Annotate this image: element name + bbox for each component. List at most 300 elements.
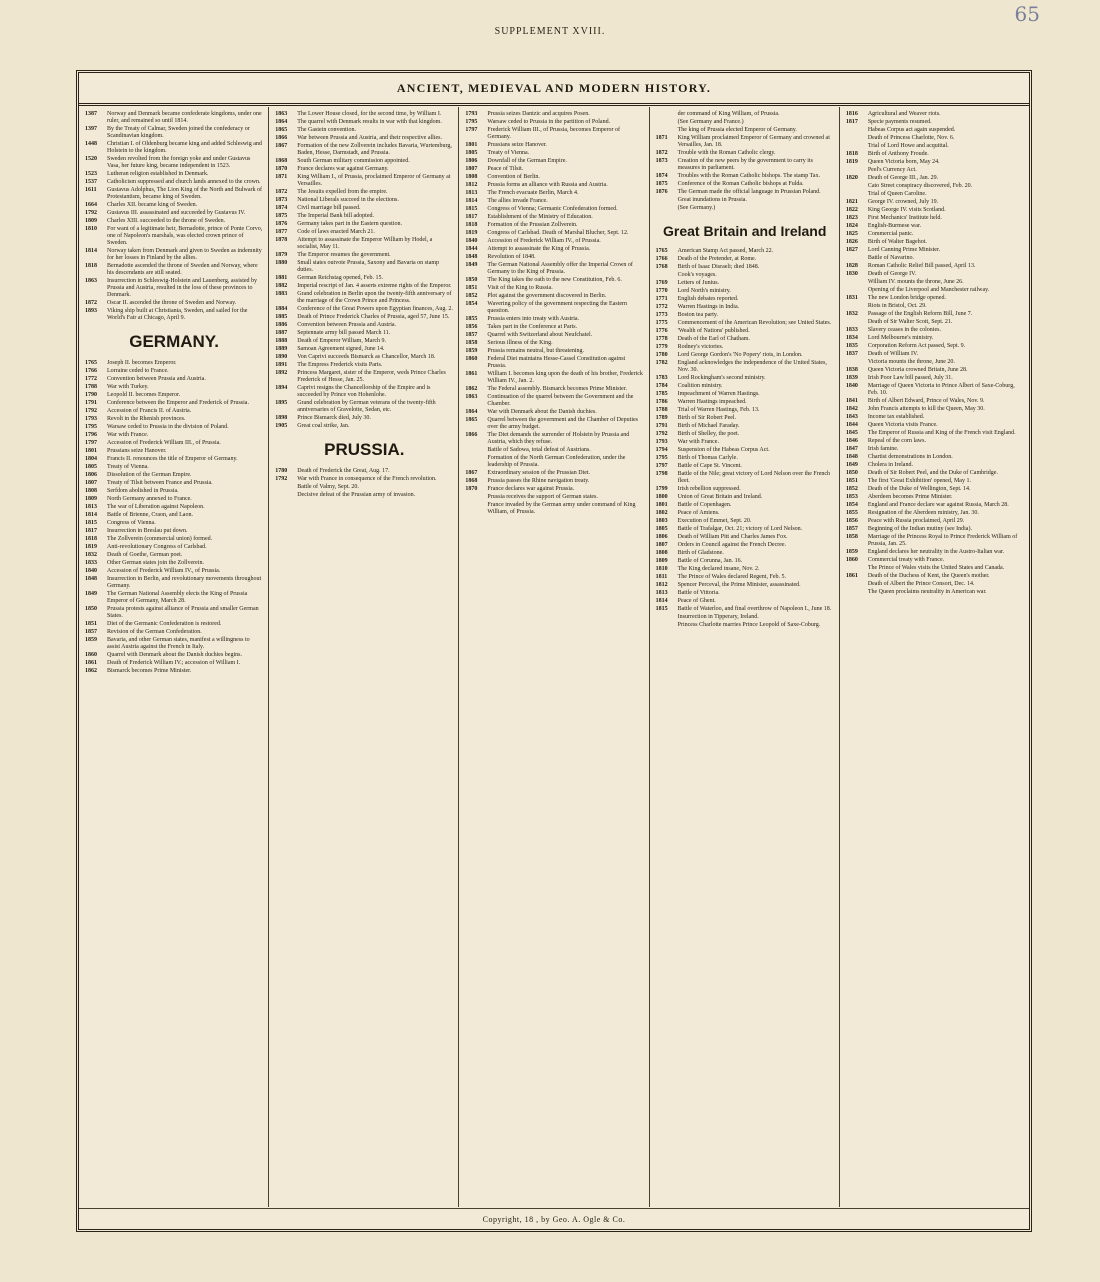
- entry-text: Takes part in the Conference at Paris.: [487, 324, 578, 330]
- history-entry: [85, 416, 263, 423]
- entry-year: 1824: [845, 223, 858, 229]
- entry-year: 1860: [85, 652, 97, 658]
- entry-text: Prussia protests against alliance of Prussia and smaller German States.: [107, 606, 259, 619]
- entry-year: 1827: [845, 247, 858, 253]
- entry-year: 1864: [275, 119, 288, 125]
- entry-year: 1873: [655, 158, 668, 164]
- history-entry: [846, 119, 1024, 126]
- history-entry: [846, 526, 1024, 533]
- history-entry: [85, 606, 263, 620]
- entry-year: 1798: [655, 471, 668, 477]
- history-entry: [656, 248, 834, 255]
- entry-year: 1875: [655, 181, 668, 187]
- entry-year: 1864: [465, 409, 478, 415]
- entry-text: Slavery ceases in the colonies.: [867, 327, 941, 333]
- history-entry: [656, 590, 834, 597]
- history-entry: [846, 335, 1024, 342]
- entry-year: 1876: [275, 221, 288, 227]
- entry-year: 1770: [655, 288, 668, 294]
- entry-year: 1795: [655, 455, 668, 461]
- entry-year: 1806: [655, 534, 668, 540]
- entry-text: Gustavus Adolphus, The Lion King of the North and Bulwark of Protestantism, became king of Sweden.: [107, 187, 263, 200]
- entry-text: Death of William IV.: [867, 351, 919, 357]
- history-entry: [465, 486, 643, 493]
- entry-text: Lord Canning Prime Minister.: [867, 247, 941, 253]
- history-entry: [465, 455, 643, 469]
- entry-text: Birth of Albert Edward, Prince of Wales, Nov. 9.: [867, 398, 985, 404]
- entry-year: 1876: [655, 189, 668, 195]
- entry-text: Serfdom abolished in Prussia.: [107, 488, 179, 494]
- history-entry: [656, 598, 834, 605]
- entry-year: 1856: [465, 324, 478, 330]
- entry-year: 1839: [845, 375, 858, 381]
- entry-text: Visit of the King to Russia.: [487, 285, 553, 291]
- entry-text: Diet of the Germanic Confederation is restored.: [107, 621, 222, 627]
- entry-year: 1806: [465, 158, 478, 164]
- history-entry: [85, 621, 263, 628]
- history-entry: [465, 293, 643, 300]
- entry-text: The Prince of Wales declared Regent, Feb. 5.: [677, 574, 786, 580]
- entry-text: Gustavus III. assassinated and succeeded by Gustavus IV.: [107, 210, 246, 216]
- entry-text: Revolt in the Rhenish provinces.: [107, 416, 186, 422]
- entry-year: 1611: [85, 187, 97, 193]
- entry-year: 1848: [85, 576, 97, 582]
- entry-year: 1846: [845, 438, 858, 444]
- entry-text: Attempt to assassinate the King of Prussia.: [487, 246, 591, 252]
- entry-text: Congress of Vienna; Germanic Confederation formed.: [487, 206, 618, 212]
- entry-year: 1809: [655, 558, 668, 564]
- entry-year: 1844: [845, 422, 858, 428]
- entry-year: 1818: [85, 263, 97, 269]
- entry-text: Battle of Corunna, Jan. 16.: [677, 558, 743, 564]
- history-entry: [275, 354, 453, 361]
- entry-year: 1823: [845, 215, 858, 221]
- entry-year: 1863: [275, 111, 288, 117]
- entry-text: The Emperor of Russia and King of the French visit England.: [867, 430, 1016, 436]
- entry-text: Bavaria, and other German states, manifest a willingness to assist Austria against the French in Italy.: [107, 637, 250, 650]
- history-entry: [846, 231, 1024, 238]
- entry-year: 1807: [465, 166, 478, 172]
- entry-year: [846, 565, 868, 572]
- entry-year: 1884: [275, 306, 288, 312]
- history-entry: [465, 277, 643, 284]
- entry-text: Congress of Carlsbad. Death of Marshal Blucher, Sept. 12.: [487, 230, 629, 236]
- history-entry: [846, 398, 1024, 405]
- entry-year: 1874: [275, 205, 288, 211]
- entry-year: 1857: [85, 629, 97, 635]
- history-entry: [656, 510, 834, 517]
- history-entry: [846, 406, 1024, 413]
- entry-text: Death of the Pretender, at Rome.: [677, 256, 757, 262]
- entry-year: 1890: [275, 354, 288, 360]
- history-entry: [85, 528, 263, 535]
- entry-text: The first 'Great Exhibition' opened, May 1.: [867, 478, 971, 484]
- entry-text: Death of Sir Robert Peel, and the Duke of Cambridge.: [867, 470, 998, 476]
- entry-year: 1789: [655, 415, 668, 421]
- entry-year: 1898: [275, 415, 288, 421]
- entry-year: 1852: [465, 293, 478, 299]
- history-entry: [656, 296, 834, 303]
- entry-text: The Prince of Wales visits the United States and Canada.: [867, 565, 1005, 571]
- history-entry: [465, 174, 643, 181]
- history-entry: [85, 472, 263, 479]
- entry-text: National Liberals succeed in the elections.: [297, 197, 399, 203]
- entry-text: Francis II. renounces the title of Emperor of Germany.: [107, 456, 238, 462]
- entry-text: The French evacuate Berlin, March 4.: [487, 190, 579, 196]
- entry-year: 1866: [465, 432, 478, 438]
- history-entry: [656, 606, 834, 613]
- history-entry: [846, 255, 1024, 262]
- entry-year: 1847: [845, 446, 858, 452]
- history-entry: [465, 432, 643, 446]
- history-entry: [275, 484, 453, 491]
- section-heading: Great Britain and Ireland: [663, 223, 827, 239]
- history-entry: [85, 248, 263, 262]
- entry-text: Death of Goethe, German poet.: [107, 552, 183, 558]
- entry-year: 1865: [465, 417, 478, 423]
- entry-year: 1387: [85, 111, 97, 117]
- history-entry: [846, 279, 1024, 286]
- history-entry: [846, 557, 1024, 564]
- entry-text: Norway taken from Denmark and given to Sweden as indemnity for her losses in Finland by the allies.: [107, 248, 262, 261]
- history-entry: [465, 119, 643, 126]
- entry-year: 1838: [845, 367, 858, 373]
- entry-year: 1808: [655, 550, 668, 556]
- history-entry: [656, 264, 834, 271]
- entry-text: English-Burmese war.: [867, 223, 922, 229]
- entry-text: Birth of Shelley, the poet.: [677, 431, 740, 437]
- entry-year: 1792: [275, 476, 288, 482]
- entry-year: 1848: [845, 454, 858, 460]
- history-entry: [656, 158, 834, 172]
- entry-year: 1840: [845, 383, 858, 389]
- history-entry: [846, 343, 1024, 350]
- entry-text: Peace of Amiens.: [677, 510, 720, 516]
- history-entry: [656, 407, 834, 414]
- entry-year: [465, 447, 487, 454]
- entry-year: [846, 319, 868, 326]
- entry-text: Repeal of the corn laws.: [867, 438, 926, 444]
- entry-year: 1807: [85, 480, 97, 486]
- entry-year: 1851: [465, 285, 478, 291]
- entry-text: Establishment of the Ministry of Education.: [487, 214, 593, 220]
- entry-text: Battle of Valmy, Sept. 20.: [297, 484, 359, 490]
- entry-text: Prussia seizes Dantzic and acquires Posen.: [487, 111, 590, 117]
- entry-text: Lord George Gordon's 'No Popery' riots, in London.: [677, 352, 803, 358]
- entry-year: 1780: [655, 352, 668, 358]
- entry-year: 1880: [275, 260, 288, 266]
- entry-text: Corporation Reform Act passed, Sept. 9.: [867, 343, 966, 349]
- entry-text: France invaded by the German army under command of King William, of Prussia.: [487, 502, 636, 515]
- history-entry: [465, 198, 643, 205]
- entry-year: 1849: [845, 462, 858, 468]
- entry-text: Agricultural and Weaver riots.: [867, 111, 941, 117]
- entry-year: 1870: [275, 166, 288, 172]
- history-entry: [656, 135, 834, 149]
- history-entry: [846, 151, 1024, 158]
- entry-text: Death of Prince Frederick Charles of Prussia, aged 57, June 15.: [297, 314, 450, 320]
- history-entry: [85, 141, 263, 155]
- history-page-frame: [76, 70, 1032, 1232]
- entry-text: Conference of the Roman Catholic bishops at Fulda.: [677, 181, 804, 187]
- entry-text: Prince Bismarck died, July 30.: [297, 415, 371, 421]
- history-entry: [656, 127, 834, 134]
- column-4: [650, 107, 840, 1207]
- entry-text: William I. becomes king upon the death of his brother, Frederick William IV., Jan. 2.: [487, 371, 643, 384]
- history-entry: [846, 518, 1024, 525]
- entry-text: Small states outvote Prussia, Saxony and Bavaria on stamp duties.: [297, 260, 440, 273]
- history-entry: [465, 238, 643, 245]
- history-entry: [656, 205, 834, 212]
- history-entry: [275, 423, 453, 430]
- entry-year: 1793: [465, 111, 478, 117]
- history-entry: [846, 319, 1024, 326]
- column-1: [79, 107, 269, 1207]
- entry-text: Boston tea party.: [677, 312, 719, 318]
- history-entry: [85, 187, 263, 201]
- entry-text: Death of Albert the Prince Consort, Dec. 14.: [867, 581, 975, 587]
- history-entry: [85, 376, 263, 383]
- entry-text: Impeachment of Warren Hastings.: [677, 391, 760, 397]
- entry-text: First Mechanics' Institute held.: [867, 215, 942, 221]
- entry-year: 1817: [845, 119, 858, 125]
- entry-text: Birth of Isaac Disraeli; died 1848.: [677, 264, 760, 270]
- entry-text: Caprivi resigns the Chancellorship of the Empire and is succeeded by Prince von Hohenlohe.: [297, 385, 431, 398]
- entry-text: Queen Victoria born, May 24.: [867, 159, 940, 165]
- entry-year: 1892: [275, 370, 288, 376]
- entry-text: Accession of Frederick William IV., of Prussia.: [487, 238, 601, 244]
- history-entry: [846, 263, 1024, 270]
- entry-year: 1808: [465, 174, 478, 180]
- entry-text: France declares war against Prussia.: [487, 486, 575, 492]
- history-entry: [846, 167, 1024, 174]
- entry-text: Continuation of the quarrel between the Government and the Chamber.: [487, 394, 634, 407]
- entry-text: Convention between Prussia and Austria.: [297, 322, 397, 328]
- history-entry: [656, 550, 834, 557]
- entry-text: Catholicism suppressed and church lands annexed to the crown.: [107, 179, 261, 185]
- entry-text: Princess Charlotte marries Prince Leopold of Saxe-Coburg.: [677, 622, 821, 628]
- entry-text: Death of Princess Charlotte, Nov. 6.: [867, 135, 955, 141]
- history-entry: [85, 408, 263, 415]
- history-entry: [656, 423, 834, 430]
- entry-year: 1845: [845, 430, 858, 436]
- history-entry: [846, 422, 1024, 429]
- entry-text: War with France.: [677, 439, 719, 445]
- entry-year: 1809: [85, 218, 97, 224]
- entry-text: Oscar II. ascended the throne of Sweden and Norway.: [107, 300, 237, 306]
- entry-year: [846, 183, 868, 190]
- history-entry: [85, 263, 263, 277]
- entry-year: 1795: [465, 119, 478, 125]
- entry-text: Irish Poor Law bill passed, July 31.: [867, 375, 953, 381]
- history-entry: [465, 262, 643, 276]
- entry-year: 1794: [655, 447, 668, 453]
- entry-text: Creation of the new peers by the government to carry its measures in parliament.: [677, 158, 813, 171]
- entry-text: Revolution of 1848.: [487, 254, 536, 260]
- history-entry: [85, 504, 263, 511]
- entry-year: 1855: [465, 316, 478, 322]
- history-entry: [846, 199, 1024, 206]
- entry-year: 1814: [465, 198, 478, 204]
- history-entry: [275, 492, 453, 499]
- entry-year: 1802: [655, 510, 668, 516]
- entry-year: 1894: [275, 385, 288, 391]
- entry-year: 1773: [655, 312, 668, 318]
- entry-text: The German made the official language in Prussian Poland.: [677, 189, 821, 195]
- entry-year: 1799: [655, 486, 668, 492]
- entry-text: Cook's voyages.: [677, 272, 717, 278]
- entry-year: 1878: [275, 237, 288, 243]
- entry-text: Death of Emperor William, March 9.: [297, 338, 386, 344]
- history-entry: [85, 536, 263, 543]
- history-entry: [656, 574, 834, 581]
- entry-year: 1800: [655, 494, 668, 500]
- entry-text: Orders in Council against the French Decree.: [677, 542, 787, 548]
- section-heading: GERMANY.: [129, 332, 219, 351]
- entry-year: 1834: [845, 335, 858, 341]
- entry-text: King William proclaimed Emperor of Germany and crowned at Versailles, Jan. 18.: [677, 135, 830, 148]
- entry-text: Death of George IV.: [867, 271, 917, 277]
- entry-text: Quarrel with Switzerland about Neufchatel.: [487, 332, 593, 338]
- entry-year: 1867: [465, 470, 478, 476]
- entry-year: 1833: [85, 560, 97, 566]
- entry-text: Birth of Sir Robert Peel.: [677, 415, 737, 421]
- entry-text: Battle of Cape St. Vincent.: [677, 463, 742, 469]
- entry-year: [656, 111, 678, 118]
- entry-year: 1843: [845, 414, 858, 420]
- entry-text: Quarrel with Denmark about the Danish duchies begins.: [107, 652, 242, 658]
- entry-text: Marriage of the Princess Royal to Prince Frederick William of Prussia, Jan. 25.: [867, 534, 1018, 547]
- entry-text: Battle of Brienne, Craon, and Laon.: [107, 512, 193, 518]
- entry-text: Congress of Vienna.: [107, 520, 156, 526]
- history-entry: [656, 415, 834, 422]
- entry-text: Battle of Sadowa, total defeat of Austrians.: [487, 447, 591, 453]
- entry-year: 1785: [655, 391, 668, 397]
- history-entry: [275, 158, 453, 165]
- entry-text: Serious illness of the King.: [487, 340, 553, 346]
- history-entry: [465, 150, 643, 157]
- history-columns: [79, 107, 1029, 1207]
- entry-year: 1805: [85, 464, 97, 470]
- history-entry: [656, 328, 834, 335]
- history-entry: [85, 218, 263, 225]
- entry-year: [846, 279, 868, 286]
- entry-year: 1769: [655, 280, 668, 286]
- entry-year: 1863: [85, 278, 97, 284]
- entry-year: 1783: [655, 375, 668, 381]
- entry-text: The King declared insane, Nov. 2.: [677, 566, 760, 572]
- history-entry: [846, 565, 1024, 572]
- copyright-line: Copyright, 18 , by Geo. A. Ogle & Co.: [79, 1208, 1029, 1229]
- history-entry: [465, 386, 643, 393]
- entry-year: 1883: [275, 291, 288, 297]
- history-entry: [465, 324, 643, 331]
- entry-text: Formation of the Prussian Zollverein.: [487, 222, 578, 228]
- entry-year: 1797: [85, 440, 97, 446]
- history-entry: [656, 383, 834, 390]
- entry-year: 1905: [275, 423, 288, 429]
- entry-year: 1819: [845, 159, 858, 165]
- entry-text: (See Germany.): [677, 205, 716, 211]
- history-entry: [846, 159, 1024, 166]
- history-entry: [846, 414, 1024, 421]
- entry-year: 1844: [465, 246, 478, 252]
- entry-year: 1828: [845, 263, 858, 269]
- history-entry: [275, 283, 453, 290]
- entry-text: German Reichstag opened, Feb. 15.: [297, 275, 384, 281]
- entry-year: 1776: [655, 328, 668, 334]
- entry-year: [846, 191, 868, 198]
- entry-text: Cato Street conspiracy discovered, Feb. 20.: [867, 183, 973, 189]
- history-entry: [465, 316, 643, 323]
- entry-text: Battle of Trafalgar, Oct. 21; victory of Lord Nelson.: [677, 526, 803, 532]
- entry-year: 1772: [85, 376, 97, 382]
- entry-year: [656, 119, 678, 126]
- entry-year: 1859: [85, 637, 97, 643]
- entry-year: 1862: [465, 386, 478, 392]
- history-entry: [846, 534, 1024, 548]
- entry-year: 1816: [845, 111, 858, 117]
- entry-text: Great inundations in Prussia.: [677, 197, 747, 203]
- entry-text: The Lower House closed, for the second time, by William I.: [297, 111, 442, 117]
- entry-text: Birth of Anthony Froude.: [867, 151, 929, 157]
- history-entry: [656, 111, 834, 118]
- entry-year: [846, 581, 868, 588]
- entry-year: 1768: [655, 264, 668, 270]
- entry-year: 1872: [275, 189, 288, 195]
- entry-year: 1840: [85, 568, 97, 574]
- entry-text: Prussians seize Hanover.: [107, 448, 167, 454]
- entry-year: 1863: [465, 394, 478, 400]
- entry-year: 1523: [85, 171, 97, 177]
- entry-year: 1887: [275, 330, 288, 336]
- entry-text: Passage of the English Reform Bill, June 7.: [867, 311, 973, 317]
- history-entry: [465, 246, 643, 253]
- entry-year: 1819: [85, 544, 97, 550]
- history-entry: [275, 197, 453, 204]
- history-entry: [465, 222, 643, 229]
- entry-text: Insurrection in Schleswig-Holstein and Lauenberg, assisted by Prussia and Austria, resulted in the loss of these provinces to Denmark.: [107, 278, 258, 298]
- entry-year: 1812: [655, 582, 668, 588]
- history-entry: [275, 260, 453, 274]
- entry-year: 1831: [845, 295, 858, 301]
- entry-year: [656, 127, 678, 134]
- entry-text: Federal Diet maintains Hesse-Cassel Constitution against Prussia.: [487, 356, 626, 369]
- history-entry: [85, 360, 263, 367]
- entry-year: 1859: [845, 549, 858, 555]
- entry-year: 1881: [275, 275, 288, 281]
- entry-year: 1807: [655, 542, 668, 548]
- history-entry: [465, 206, 643, 213]
- history-entry: [656, 344, 834, 351]
- entry-year: 1837: [845, 351, 858, 357]
- history-entry: [275, 346, 453, 353]
- entry-text: The Emperor resumes the government.: [297, 252, 391, 258]
- entry-year: [846, 143, 868, 150]
- history-entry: [275, 322, 453, 329]
- history-entry: [656, 439, 834, 446]
- history-entry: [465, 332, 643, 339]
- entry-year: 1877: [275, 229, 288, 235]
- history-entry: [465, 127, 643, 141]
- history-entry: [275, 221, 453, 228]
- history-entry: [85, 202, 263, 209]
- history-entry: [656, 518, 834, 525]
- entry-year: 1875: [275, 213, 288, 219]
- entry-text: The quarrel with Denmark results in war with that kingdom.: [297, 119, 442, 125]
- entry-text: Decisive defeat of the Prussian army of invasion.: [297, 492, 416, 498]
- history-entry: [275, 252, 453, 259]
